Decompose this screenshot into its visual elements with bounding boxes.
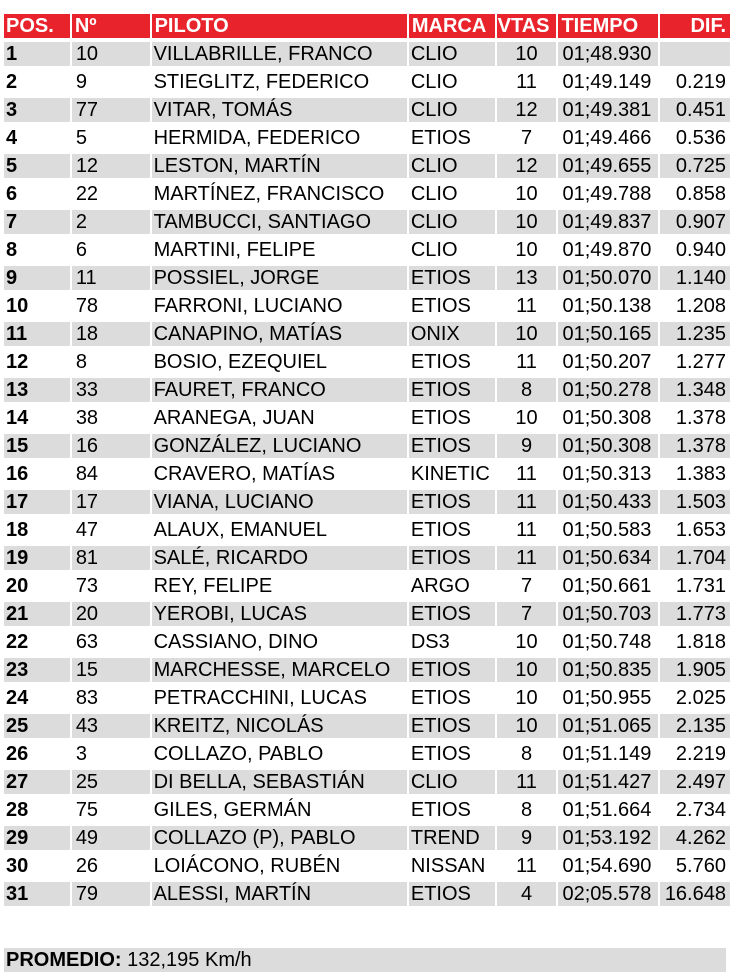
cell-number: 9 xyxy=(72,70,150,94)
cell-brand: ETIOS xyxy=(409,490,495,514)
cell-time: 01;49.381 xyxy=(558,98,658,122)
cell-driver: VILLABRILLE, FRANCO xyxy=(152,42,407,66)
cell-pos: 6 xyxy=(4,182,70,206)
results-table xyxy=(4,14,730,910)
table-row xyxy=(4,854,730,882)
cell-diff: 2.734 xyxy=(660,798,730,822)
cell-diff: 0.858 xyxy=(660,182,730,206)
cell-brand: ONIX xyxy=(409,322,495,346)
cell-brand: DS3 xyxy=(409,630,495,654)
cell-laps: 11 xyxy=(497,350,557,374)
cell-time: 01;51.065 xyxy=(558,714,658,738)
cell-number: 81 xyxy=(72,546,150,570)
table-row xyxy=(4,266,730,294)
cell-time: 01;50.583 xyxy=(558,518,658,542)
cell-number: 75 xyxy=(72,798,150,822)
cell-time: 01;49.788 xyxy=(558,182,658,206)
cell-laps: 11 xyxy=(497,70,557,94)
table-row xyxy=(4,406,730,434)
cell-pos: 24 xyxy=(4,686,70,710)
cell-brand: CLIO xyxy=(409,210,495,234)
cell-brand: ETIOS xyxy=(409,350,495,374)
cell-pos: 29 xyxy=(4,826,70,850)
cell-time: 01;49.870 xyxy=(558,238,658,262)
table-row xyxy=(4,770,730,798)
table-row xyxy=(4,322,730,350)
cell-brand: ETIOS xyxy=(409,714,495,738)
cell-number: 25 xyxy=(72,770,150,794)
cell-time: 01;50.313 xyxy=(558,462,658,486)
table-row xyxy=(4,546,730,574)
cell-time: 01;51.664 xyxy=(558,798,658,822)
cell-diff: 1.653 xyxy=(660,518,730,542)
cell-time: 01;50.308 xyxy=(558,406,658,430)
cell-diff: 1.277 xyxy=(660,350,730,374)
cell-time: 01;54.690 xyxy=(558,854,658,878)
cell-driver: ALAUX, EMANUEL xyxy=(152,518,407,542)
cell-driver: CASSIANO, DINO xyxy=(152,630,407,654)
table-row xyxy=(4,238,730,266)
cell-brand: ETIOS xyxy=(409,266,495,290)
cell-laps: 11 xyxy=(497,490,557,514)
cell-time: 01;50.433 xyxy=(558,490,658,514)
cell-laps: 11 xyxy=(497,462,557,486)
cell-number: 10 xyxy=(72,42,150,66)
cell-pos: 3 xyxy=(4,98,70,122)
table-row xyxy=(4,294,730,322)
table-row xyxy=(4,42,730,70)
cell-laps: 10 xyxy=(497,686,557,710)
cell-brand: CLIO xyxy=(409,154,495,178)
cell-driver: POSSIEL, JORGE xyxy=(152,266,407,290)
cell-diff: 1.235 xyxy=(660,322,730,346)
cell-brand: CLIO xyxy=(409,70,495,94)
cell-pos: 16 xyxy=(4,462,70,486)
cell-number: 73 xyxy=(72,574,150,598)
header-laps: VTAS xyxy=(497,14,557,38)
cell-driver: FAURET, FRANCO xyxy=(152,378,407,402)
table-row xyxy=(4,518,730,546)
cell-brand: NISSAN xyxy=(409,854,495,878)
cell-number: 49 xyxy=(72,826,150,850)
cell-number: 11 xyxy=(72,266,150,290)
cell-number: 6 xyxy=(72,238,150,262)
cell-driver: HERMIDA, FEDERICO xyxy=(152,126,407,150)
cell-number: 17 xyxy=(72,490,150,514)
cell-number: 15 xyxy=(72,658,150,682)
header-pos: POS. xyxy=(4,14,70,38)
cell-diff: 1.503 xyxy=(660,490,730,514)
cell-laps: 10 xyxy=(497,322,557,346)
table-row xyxy=(4,182,730,210)
cell-pos: 25 xyxy=(4,714,70,738)
cell-diff: 1.378 xyxy=(660,406,730,430)
cell-brand: TREND xyxy=(409,826,495,850)
cell-time: 01;51.149 xyxy=(558,742,658,766)
cell-diff: 1.383 xyxy=(660,462,730,486)
cell-number: 83 xyxy=(72,686,150,710)
cell-laps: 8 xyxy=(497,742,557,766)
cell-time: 01;50.748 xyxy=(558,630,658,654)
cell-laps: 7 xyxy=(497,126,557,150)
cell-number: 33 xyxy=(72,378,150,402)
table-body xyxy=(4,42,730,910)
cell-driver: STIEGLITZ, FEDERICO xyxy=(152,70,407,94)
table-row xyxy=(4,70,730,98)
average-speed-label: PROMEDIO: xyxy=(6,949,122,971)
table-row xyxy=(4,210,730,238)
average-speed xyxy=(4,948,726,972)
cell-pos: 28 xyxy=(4,798,70,822)
cell-number: 3 xyxy=(72,742,150,766)
cell-number: 22 xyxy=(72,182,150,206)
cell-driver: LOIÁCONO, RUBÉN xyxy=(152,854,407,878)
cell-diff: 0.451 xyxy=(660,98,730,122)
cell-laps: 12 xyxy=(497,98,557,122)
cell-diff: 2.135 xyxy=(660,714,730,738)
table-row xyxy=(4,126,730,154)
cell-time: 01;50.308 xyxy=(558,434,658,458)
table-row xyxy=(4,658,730,686)
cell-time: 01;50.278 xyxy=(558,378,658,402)
cell-pos: 30 xyxy=(4,854,70,878)
cell-brand: ETIOS xyxy=(409,518,495,542)
cell-time: 01;48.930 xyxy=(558,42,658,66)
cell-time: 01;50.165 xyxy=(558,322,658,346)
cell-number: 77 xyxy=(72,98,150,122)
cell-brand: ETIOS xyxy=(409,742,495,766)
cell-diff: 1.140 xyxy=(660,266,730,290)
cell-driver: DI BELLA, SEBASTIÁN xyxy=(152,770,407,794)
cell-driver: LESTON, MARTÍN xyxy=(152,154,407,178)
cell-time: 01;49.149 xyxy=(558,70,658,94)
cell-pos: 19 xyxy=(4,546,70,570)
cell-diff: 1.348 xyxy=(660,378,730,402)
cell-laps: 7 xyxy=(497,574,557,598)
cell-number: 47 xyxy=(72,518,150,542)
cell-laps: 11 xyxy=(497,770,557,794)
cell-time: 01;51.427 xyxy=(558,770,658,794)
cell-laps: 9 xyxy=(497,434,557,458)
cell-time: 01;50.955 xyxy=(558,686,658,710)
cell-diff: 0.907 xyxy=(660,210,730,234)
cell-driver: MARTÍNEZ, FRANCISCO xyxy=(152,182,407,206)
cell-time: 01;50.661 xyxy=(558,574,658,598)
cell-laps: 10 xyxy=(497,210,557,234)
cell-brand: CLIO xyxy=(409,238,495,262)
table-row xyxy=(4,350,730,378)
cell-diff: 1.731 xyxy=(660,574,730,598)
cell-brand: ETIOS xyxy=(409,434,495,458)
cell-number: 16 xyxy=(72,434,150,458)
header-number: Nº xyxy=(72,14,150,38)
cell-pos: 22 xyxy=(4,630,70,654)
cell-pos: 9 xyxy=(4,266,70,290)
cell-brand: ETIOS xyxy=(409,602,495,626)
cell-laps: 13 xyxy=(497,266,557,290)
cell-diff: 2.219 xyxy=(660,742,730,766)
cell-brand: ETIOS xyxy=(409,658,495,682)
table-header xyxy=(4,14,730,42)
cell-brand: ETIOS xyxy=(409,546,495,570)
cell-time: 01;50.703 xyxy=(558,602,658,626)
table-row xyxy=(4,574,730,602)
table-row xyxy=(4,602,730,630)
cell-driver: YEROBI, LUCAS xyxy=(152,602,407,626)
cell-diff: 2.497 xyxy=(660,770,730,794)
cell-number: 2 xyxy=(72,210,150,234)
cell-pos: 13 xyxy=(4,378,70,402)
table-row xyxy=(4,742,730,770)
cell-number: 38 xyxy=(72,406,150,430)
cell-brand: KINETIC xyxy=(409,462,495,486)
cell-brand: CLIO xyxy=(409,98,495,122)
cell-number: 79 xyxy=(72,882,150,906)
cell-time: 01;49.837 xyxy=(558,210,658,234)
cell-time: 01;53.192 xyxy=(558,826,658,850)
cell-number: 8 xyxy=(72,350,150,374)
cell-driver: GONZÁLEZ, LUCIANO xyxy=(152,434,407,458)
cell-brand: CLIO xyxy=(409,182,495,206)
cell-brand: ETIOS xyxy=(409,686,495,710)
cell-laps: 11 xyxy=(497,854,557,878)
cell-pos: 27 xyxy=(4,770,70,794)
cell-laps: 10 xyxy=(497,714,557,738)
table-row xyxy=(4,714,730,742)
cell-number: 26 xyxy=(72,854,150,878)
cell-number: 63 xyxy=(72,630,150,654)
cell-time: 01;50.070 xyxy=(558,266,658,290)
cell-time: 01;50.634 xyxy=(558,546,658,570)
cell-driver: VITAR, TOMÁS xyxy=(152,98,407,122)
cell-pos: 17 xyxy=(4,490,70,514)
cell-driver: COLLAZO, PABLO xyxy=(152,742,407,766)
cell-diff: 1.818 xyxy=(660,630,730,654)
table-row xyxy=(4,882,730,910)
cell-brand: CLIO xyxy=(409,42,495,66)
cell-diff: 0.725 xyxy=(660,154,730,178)
cell-pos: 21 xyxy=(4,602,70,626)
cell-time: 01;50.138 xyxy=(558,294,658,318)
table-row xyxy=(4,462,730,490)
cell-driver: ALESSI, MARTÍN xyxy=(152,882,407,906)
header-time: TIEMPO xyxy=(558,14,658,38)
cell-pos: 5 xyxy=(4,154,70,178)
cell-number: 43 xyxy=(72,714,150,738)
table-row xyxy=(4,378,730,406)
cell-pos: 7 xyxy=(4,210,70,234)
cell-time: 01;50.207 xyxy=(558,350,658,374)
cell-laps: 11 xyxy=(497,518,557,542)
cell-laps: 8 xyxy=(497,378,557,402)
cell-laps: 4 xyxy=(497,882,557,906)
cell-driver: TAMBUCCI, SANTIAGO xyxy=(152,210,407,234)
cell-laps: 11 xyxy=(497,294,557,318)
cell-brand: ETIOS xyxy=(409,294,495,318)
cell-driver: CRAVERO, MATÍAS xyxy=(152,462,407,486)
cell-driver: ARANEGA, JUAN xyxy=(152,406,407,430)
cell-diff: 1.704 xyxy=(660,546,730,570)
cell-pos: 14 xyxy=(4,406,70,430)
cell-number: 78 xyxy=(72,294,150,318)
cell-diff: 1.773 xyxy=(660,602,730,626)
cell-driver: CANAPINO, MATÍAS xyxy=(152,322,407,346)
cell-pos: 4 xyxy=(4,126,70,150)
table-row xyxy=(4,434,730,462)
cell-pos: 11 xyxy=(4,322,70,346)
cell-diff: 1.378 xyxy=(660,434,730,458)
table-row xyxy=(4,686,730,714)
cell-driver: MARTINI, FELIPE xyxy=(152,238,407,262)
cell-laps: 10 xyxy=(497,406,557,430)
cell-driver: KREITZ, NICOLÁS xyxy=(152,714,407,738)
cell-driver: FARRONI, LUCIANO xyxy=(152,294,407,318)
cell-diff: 0.536 xyxy=(660,126,730,150)
cell-brand: ETIOS xyxy=(409,882,495,906)
cell-laps: 10 xyxy=(497,42,557,66)
cell-number: 18 xyxy=(72,322,150,346)
cell-pos: 12 xyxy=(4,350,70,374)
cell-time: 01;50.835 xyxy=(558,658,658,682)
table-row xyxy=(4,798,730,826)
cell-brand: ETIOS xyxy=(409,126,495,150)
cell-diff: 0.219 xyxy=(660,70,730,94)
cell-laps: 10 xyxy=(497,630,557,654)
cell-laps: 8 xyxy=(497,798,557,822)
cell-number: 12 xyxy=(72,154,150,178)
table-row xyxy=(4,490,730,518)
cell-number: 5 xyxy=(72,126,150,150)
header-driver: PILOTO xyxy=(152,14,407,38)
table-row xyxy=(4,826,730,854)
cell-time: 02;05.578 xyxy=(558,882,658,906)
cell-brand: CLIO xyxy=(409,770,495,794)
cell-brand: ETIOS xyxy=(409,798,495,822)
cell-pos: 18 xyxy=(4,518,70,542)
cell-pos: 10 xyxy=(4,294,70,318)
cell-diff: 1.208 xyxy=(660,294,730,318)
cell-laps: 10 xyxy=(497,238,557,262)
cell-pos: 8 xyxy=(4,238,70,262)
cell-brand: ARGO xyxy=(409,574,495,598)
cell-pos: 26 xyxy=(4,742,70,766)
cell-pos: 2 xyxy=(4,70,70,94)
cell-brand: ETIOS xyxy=(409,378,495,402)
cell-diff: 1.905 xyxy=(660,658,730,682)
cell-time: 01;49.466 xyxy=(558,126,658,150)
cell-number: 20 xyxy=(72,602,150,626)
cell-driver: COLLAZO (P), PABLO xyxy=(152,826,407,850)
header-diff: DIF. xyxy=(660,14,730,38)
cell-diff xyxy=(660,42,730,66)
header-brand: MARCA xyxy=(409,14,495,38)
cell-laps: 12 xyxy=(497,154,557,178)
cell-diff: 5.760 xyxy=(660,854,730,878)
table-row xyxy=(4,630,730,658)
cell-number: 84 xyxy=(72,462,150,486)
cell-driver: MARCHESSE, MARCELO xyxy=(152,658,407,682)
cell-laps: 10 xyxy=(497,182,557,206)
table-row xyxy=(4,154,730,182)
cell-pos: 31 xyxy=(4,882,70,906)
cell-driver: BOSIO, EZEQUIEL xyxy=(152,350,407,374)
cell-pos: 15 xyxy=(4,434,70,458)
cell-laps: 7 xyxy=(497,602,557,626)
cell-time: 01;49.655 xyxy=(558,154,658,178)
cell-laps: 9 xyxy=(497,826,557,850)
cell-diff: 2.025 xyxy=(660,686,730,710)
cell-laps: 10 xyxy=(497,658,557,682)
cell-pos: 23 xyxy=(4,658,70,682)
cell-driver: SALÉ, RICARDO xyxy=(152,546,407,570)
cell-driver: REY, FELIPE xyxy=(152,574,407,598)
cell-pos: 1 xyxy=(4,42,70,66)
cell-driver: GILES, GERMÁN xyxy=(152,798,407,822)
cell-diff: 0.940 xyxy=(660,238,730,262)
cell-diff: 16.648 xyxy=(660,882,730,906)
cell-pos: 20 xyxy=(4,574,70,598)
cell-laps: 11 xyxy=(497,546,557,570)
cell-diff: 4.262 xyxy=(660,826,730,850)
cell-driver: VIANA, LUCIANO xyxy=(152,490,407,514)
cell-driver: PETRACCHINI, LUCAS xyxy=(152,686,407,710)
average-speed-value: 132,195 Km/h xyxy=(127,949,252,971)
cell-brand: ETIOS xyxy=(409,406,495,430)
table-row xyxy=(4,98,730,126)
